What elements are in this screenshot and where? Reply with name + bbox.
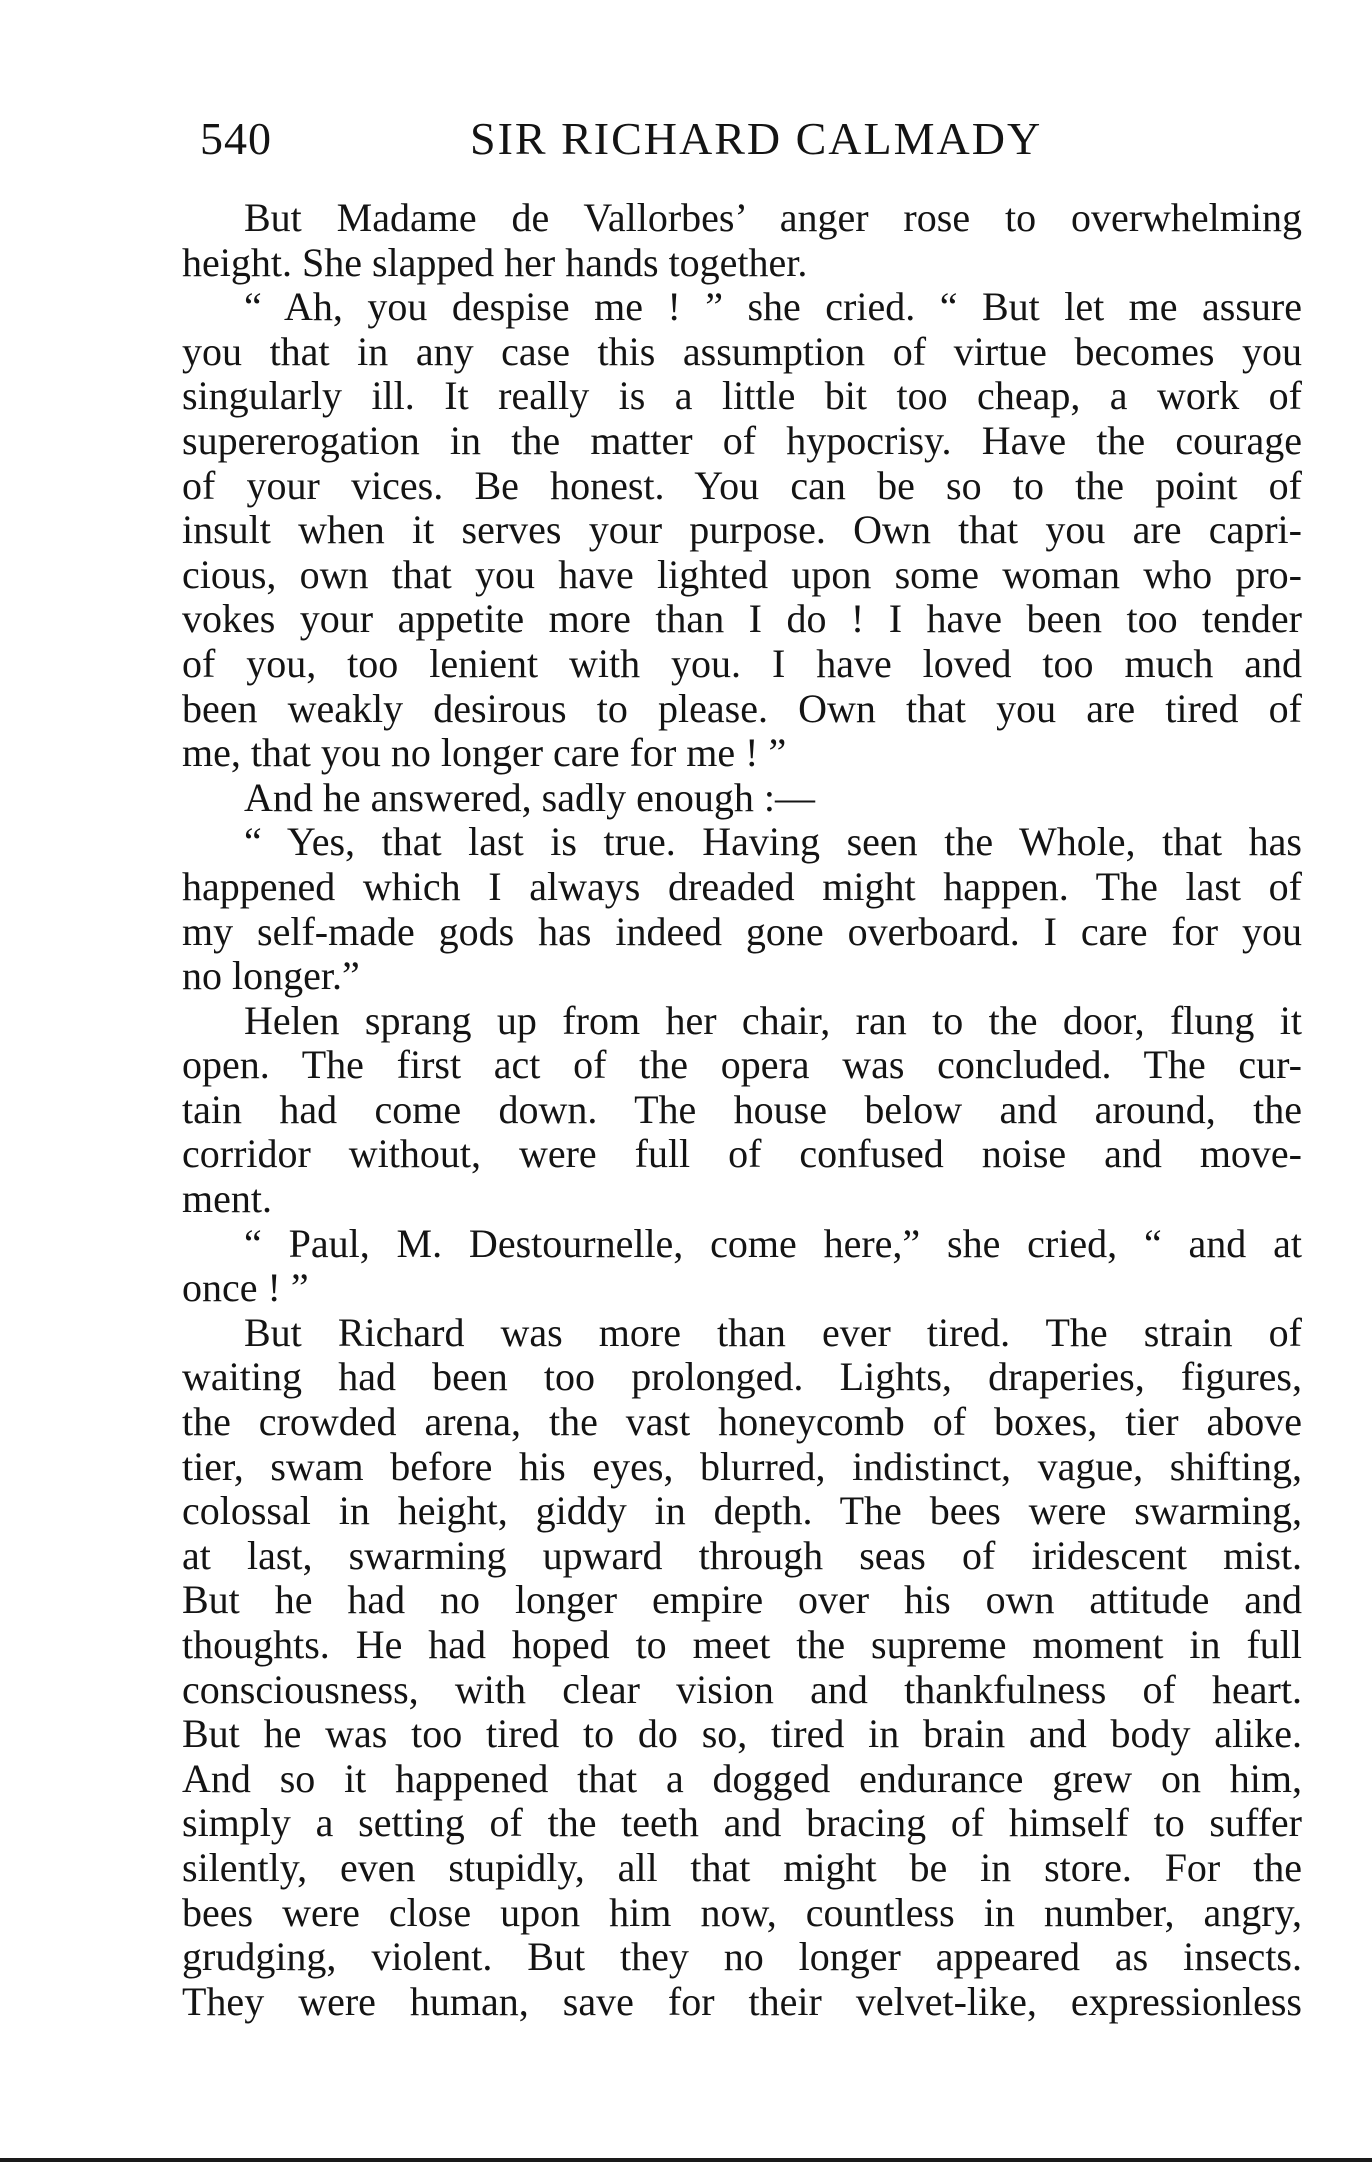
text-line: no longer.” xyxy=(182,953,360,999)
text-line: insult when it serves your purpose. Own that you are capri- xyxy=(182,507,1302,553)
text-line: me, that you no longer care for me ! ” xyxy=(182,730,787,776)
text-line: the crowded arena, the vast honeycomb of boxes, tier above xyxy=(182,1399,1302,1445)
running-title: SIR RICHARD CALMADY xyxy=(470,113,1043,164)
text-line: consciousness, with clear vision and thankfulness of heart. xyxy=(182,1666,1302,1712)
text-line: silently, even stupidly, all that might be in store. For the xyxy=(182,1844,1302,1890)
text-line: But Madame de Vallorbes’ anger rose to overwhelming xyxy=(244,195,1302,240)
text-line: ment. xyxy=(182,1176,272,1222)
text-line: you that in any case this assumption of virtue becomes you xyxy=(182,328,1302,374)
text-line: They were human, save for their velvet-like, expressionless xyxy=(182,1978,1302,2024)
text-line: of your vices. Be honest. You can be so to the point of xyxy=(182,462,1302,508)
text-line: “ Paul, M. Destournelle, come here,” she cried, “ and at xyxy=(244,1220,1302,1266)
text-line: bees were close upon him now, countless in number, angry, xyxy=(182,1889,1302,1935)
text-line: But he was too tired to do so, tired in brain and body alike. xyxy=(182,1711,1302,1757)
text-line: And so it happened that a dogged endurance grew on him, xyxy=(182,1755,1302,1801)
text-line: open. The first act of the opera was concluded. The cur- xyxy=(182,1042,1302,1088)
text-line: cious, own that you have lighted upon some woman who pro- xyxy=(182,551,1302,597)
text-line: And he answered, sadly enough :— xyxy=(244,774,815,820)
text-line: corridor without, were full of confused noise and move- xyxy=(182,1131,1302,1177)
text-line: my self-made gods has indeed gone overboard. I care for you xyxy=(182,908,1302,954)
text-line: thoughts. He had hoped to meet the supreme moment in full xyxy=(182,1622,1302,1667)
text-line: grudging, violent. But they no longer appeared as insects. xyxy=(182,1934,1302,1980)
text-line: once ! ” xyxy=(182,1265,309,1311)
text-line: But he had no longer empire over his own attitude and xyxy=(182,1577,1302,1623)
text-line: But Richard was more than ever tired. The strain of xyxy=(244,1309,1302,1355)
text-line: tain had come down. The house below and around, the xyxy=(182,1086,1302,1132)
text-line: been weakly desirous to please. Own that you are tired of xyxy=(182,685,1302,731)
text-line: happened which I always dreaded might happen. The last of xyxy=(182,863,1302,909)
text-line: Helen sprang up from her chair, ran to the door, flung it xyxy=(244,997,1302,1043)
text-line: supererogation in the matter of hypocrisy. Have the courage xyxy=(182,417,1302,463)
text-line: at last, swarming upward through seas of iridescent mist. xyxy=(182,1532,1302,1578)
text-line: simply a setting of the teeth and bracing of himself to suffer xyxy=(182,1800,1302,1846)
page-number: 540 xyxy=(200,113,272,164)
text-line: “ Yes, that last is true. Having seen the Whole, that has xyxy=(244,819,1302,865)
text-line: colossal in height, giddy in depth. The bees were swarming, xyxy=(182,1488,1302,1534)
text-line: singularly ill. It really is a little bit too cheap, a work of xyxy=(182,373,1302,419)
text-line: waiting had been too prolonged. Lights, draperies, figures, xyxy=(182,1354,1302,1400)
text-line: vokes your appetite more than I do ! I have been too tender xyxy=(182,596,1302,642)
page-header xyxy=(0,112,1372,172)
body-text xyxy=(182,196,1302,2024)
text-line: tier, swam before his eyes, blurred, indistinct, vague, shifting, xyxy=(182,1443,1302,1489)
text-line: “ Ah, you despise me ! ” she cried. “ But let me assure xyxy=(244,284,1302,330)
text-line: height. She slapped her hands together. xyxy=(182,239,808,285)
text-line: of you, too lenient with you. I have loved too much and xyxy=(182,640,1302,686)
bottom-rule xyxy=(0,2158,1372,2162)
